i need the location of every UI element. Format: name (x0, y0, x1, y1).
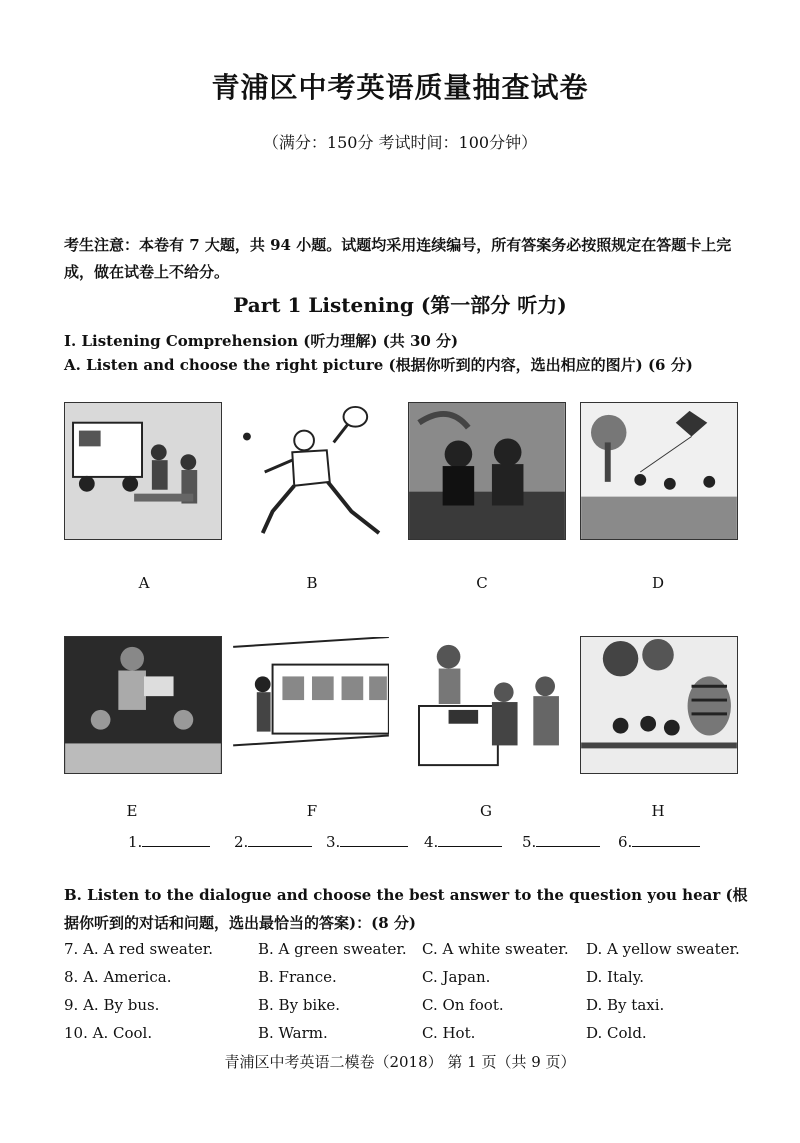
page-footer: 青浦区中考英语二模卷（2018） 第 1 页（共 9 页） (224, 1053, 576, 1071)
picture-label: G (480, 802, 492, 820)
answer-blank-5[interactable]: 5. (522, 832, 600, 851)
answer-blank-3[interactable]: 3. (326, 832, 408, 851)
reception-desk-illustration (408, 636, 566, 774)
page-title: 青浦区中考英语质量抽查试卷 (211, 71, 589, 104)
question-7-option-d[interactable]: D. A yellow sweater. (586, 940, 740, 958)
train-station-illustration (232, 636, 390, 774)
picture-label: B (306, 574, 318, 592)
picture-label: E (126, 802, 138, 820)
answer-blank-2[interactable]: 2. (234, 832, 312, 851)
dancers-illustration (64, 636, 222, 774)
question-10-option-a[interactable]: 10. A. Cool. (64, 1024, 153, 1042)
question-8-option-d[interactable]: D. Italy. (586, 968, 644, 986)
question-9-option-a[interactable]: 9. A. By bus. (64, 996, 160, 1014)
question-8-option-a[interactable]: 8. A. America. (64, 968, 172, 986)
part-title: Part 1 Listening (第一部分 听力) (233, 293, 567, 317)
question-10-option-b[interactable]: B. Warm. (258, 1024, 328, 1042)
question-9-option-d[interactable]: D. By taxi. (586, 996, 665, 1014)
zoo-tiger-illustration (580, 636, 738, 774)
firefighters-illustration (408, 402, 566, 540)
answer-blank-1[interactable]: 1. (128, 832, 210, 851)
answer-blank-6[interactable]: 6. (618, 832, 700, 851)
question-10-option-d[interactable]: D. Cold. (586, 1024, 647, 1042)
picture-label: C (476, 574, 488, 592)
kite-park-illustration (580, 402, 738, 540)
tennis-player-illustration (232, 402, 390, 540)
exam-info: （满分：150分 考试时间：100分钟） (262, 133, 538, 152)
question-8-option-c[interactable]: C. Japan. (422, 968, 491, 986)
section-a-heading: A. Listen and choose the right picture (根据你听到的内容，选出相应的图片) (6 分) (64, 356, 693, 374)
picture-label: H (651, 802, 665, 820)
ambulance-scene-illustration (64, 402, 222, 540)
answer-blank-4[interactable]: 4. (424, 832, 502, 851)
question-9-option-c[interactable]: C. On foot. (422, 996, 504, 1014)
question-7-option-a[interactable]: 7. A. A red sweater. (64, 940, 214, 958)
question-9-option-b[interactable]: B. By bike. (258, 996, 340, 1014)
section-b-heading: B. Listen to the dialogue and choose the best answer to the question you hear (根据你听到的对话和问题，选出最恰当的答案)：(8 分) (64, 886, 748, 932)
question-7-option-c[interactable]: C. A white sweater. (422, 940, 569, 958)
picture-label: A (138, 574, 150, 592)
picture-label: D (651, 574, 665, 592)
question-7-option-b[interactable]: B. A green sweater. (258, 940, 407, 958)
question-8-option-b[interactable]: B. France. (258, 968, 337, 986)
question-10-option-c[interactable]: C. Hot. (422, 1024, 476, 1042)
picture-label: F (306, 802, 318, 820)
section-i-heading: I. Listening Comprehension (听力理解) (共 30 分) (64, 332, 459, 350)
exam-notice: 考生注意：本卷有 7 大题，共 94 小题。试题均采用连续编号，所有答案务必按照规定在答题卡上完成，做在试卷上不给分。 (64, 236, 732, 281)
